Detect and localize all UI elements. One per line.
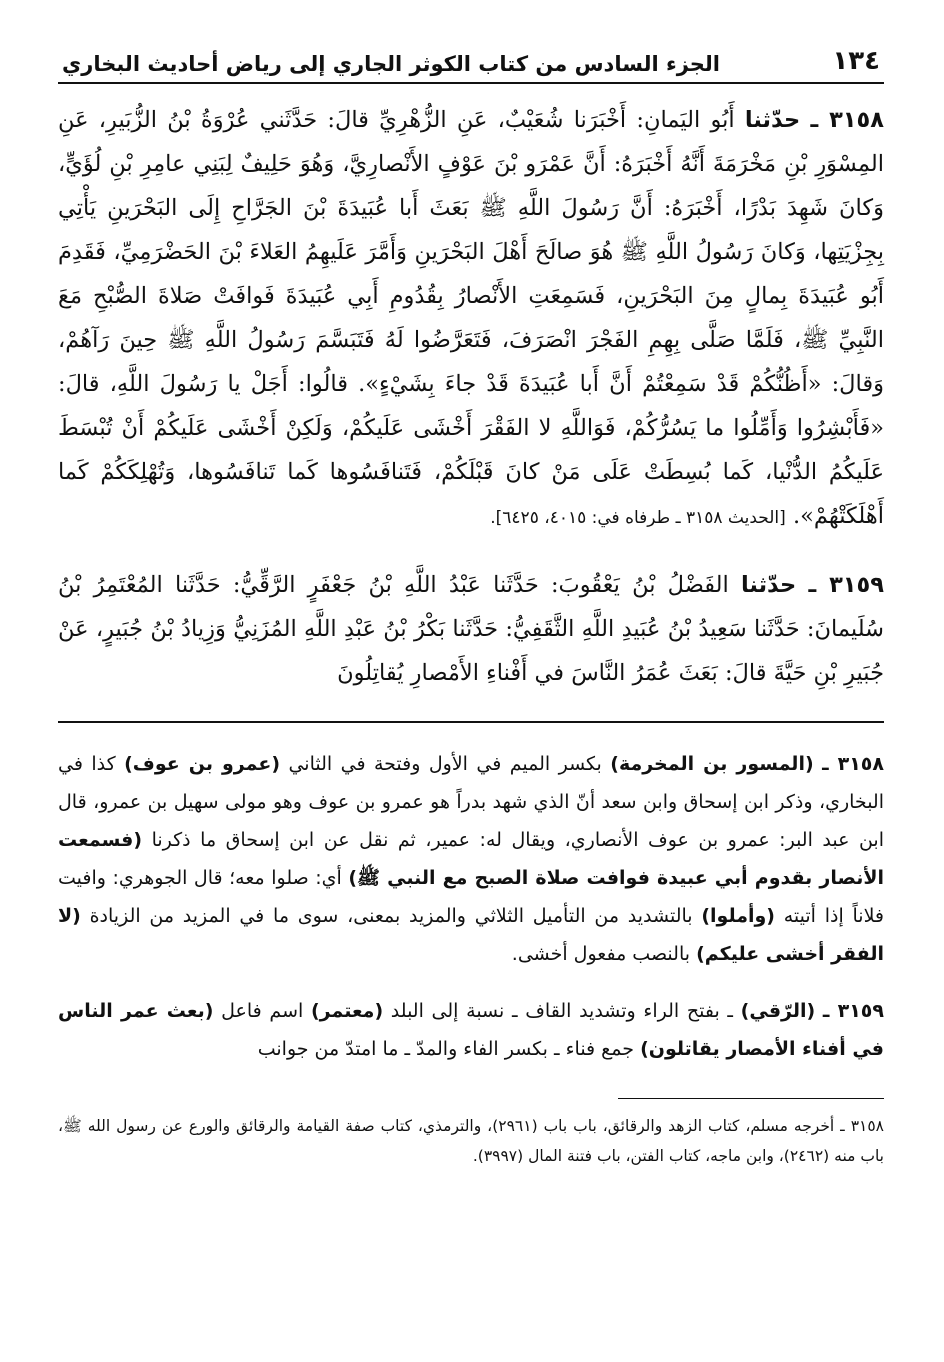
running-title: الجزء السادس من كتاب الكوثر الجاري إلى رياض أحاديث البخاري <box>62 52 720 76</box>
commentary-text: اسم فاعل <box>213 999 311 1022</box>
commentary-number: ٣١٥٨ ـ <box>822 752 884 775</box>
footnote-divider <box>618 1098 884 1099</box>
footnote: ٣١٥٨ ـ أخرجه مسلم، كتاب الزهد والرقائق، باب باب (٢٩٦١)، والترمذي، كتاب صفة القيامة والرقائق والورع عن رسول الله ﷺ، باب منه (٢٤٦٢)، وابن ماجه، كتاب الفتن، باب فتنة المال (٣٩٩٧). <box>58 1116 884 1165</box>
commentary-text: أي: صلوا معه؛ قال الجوهري: وافيت فلاناً إذا أتيته <box>58 866 884 927</box>
commentary-text: كذا في البخاري، وذكر ابن إسحاق وابن سعد أنّ الذي شهد بدراً هو عمرو بن عوف وهو مولى سهيل بن عمرو، قال ابن عبد البر: عمرو بن عوف الأنصاري، ويقال له: عمير، ثم نقل عن ابن إسحاق ما ذكرنا <box>58 752 884 851</box>
hadith-opening: حدّثنا <box>740 571 797 598</box>
hadith-text: أَبُو اليَمانِ: أَخْبَرَنا شُعَيْبٌ، عَنِ الزُّهْرِيِّ قالَ: حَدَّثَني عُرْوَةُ بْنُ الزُّبَيرِ، عَنِ المِسْوَرِ بْنِ مَخْرَمَةَ أَنَّهُ أَخْبَرَهُ: أَنَّ عَمْرَو بْنَ عَوْفٍ الأَنْصارِيَّ، وَهُوَ حَلِيفٌ لِبَنِي عامِرِ بْنِ لُؤَيٍّ، وَكانَ شَهِدَ بَدْرًا، أَخْبَرَهُ: أَنَّ رَسُولَ اللَّهِ ﷺ بَعَثَ أَبا عُبَيدَةَ بْنَ الجَرَّاحِ إِلَى البَحْرَينِ يَأْتِي بِجِزْيَتِها، وَكانَ رَسُولُ اللَّهِ ﷺ هُوَ صالَحَ أَهْلَ البَحْرَينِ وَأَمَّرَ عَلَيهِمُ العَلاءَ بْنَ الحَضْرَمِيِّ، فَقَدِمَ أَبُو عُبَيدَةَ بِمالٍ مِنَ البَحْرَينِ، فَسَمِعَتِ الأَنْصارُ بِقُدُومِ أَبِي عُبَيدَةَ فَوافَتْ صَلاةَ الصُّبْحِ مَعَ النَّبِيِّ ﷺ، فَلَمَّا صَلَّى بِهِمِ الفَجْرَ انْصَرَفَ، فَتَعَرَّضُوا لَهُ فَتَبَسَّمَ رَسُولُ اللَّهِ ﷺ حِينَ رَآهُمْ، وَقالَ: «أَظُنُّكُمْ قَدْ سَمِعْتُمْ أَنَّ أَبا عُبَيدَةَ قَدْ جاءَ بِشَيْءٍ». قالُوا: أَجَلْ يا رَسُولَ اللَّهِ، قالَ: «فَأَبْشِرُوا وَأَمِّلُوا ما يَسُرُّكُمْ، فَوَاللَّهِ لا الفَقْرَ أَخْشَى عَلَيكُمْ، وَلَكِنْ أَخْشَى عَلَيكُمْ أَنْ تُبْسَطَ عَلَيكُمُ الدُّنْيا، كَما بُسِطَتْ عَلَى مَنْ كانَ قَبْلَكُمْ، فَتَنافَسُوها كَما تَنافَسُوها، وَتُهْلِكَكُمْ كَما أَهْلَكَتْهُمْ». <box>58 107 884 529</box>
commentary-lemma: (وأملوا) <box>701 904 775 927</box>
commentary-text: بالنصب مفعول أخشى. <box>511 942 697 965</box>
hadith-opening: حدّثنا <box>744 107 801 133</box>
commentary-3158 <box>58 745 884 973</box>
commentary-3159 <box>58 992 884 1068</box>
hadith-number: ٣١٥٨ ـ <box>810 107 884 133</box>
commentary-lemma: (بعث عمر الناس في أفناء الأمصار يقاتلون) <box>58 999 884 1060</box>
hadith-3159 <box>58 563 884 695</box>
commentary-lemma: (الرّقي) <box>740 999 816 1022</box>
hadith-text: الفَضْلُ بْنُ يَعْقُوبَ: حَدَّثَنا عَبْدُ اللَّهِ بْنُ جَعْفَرٍ الرَّقِّيُّ: حَدَّثَنا المُعْتَمِرُ بْنُ سُلَيمانَ: حَدَّثَنا سَعِيدُ بْنُ عُبَيدِ اللَّهِ الثَّقَفِيُّ: حَدَّثَنا بَكْرُ بْنُ عَبْدِ اللَّهِ المُزَنِيُّ وَزِيادُ بْنُ جُبَيرٍ، عَنْ جُبَيرِ بْنِ حَيَّةَ قالَ: بَعَثَ عُمَرُ النَّاسَ في أَفْناءِ الأَمْصارِ يُقاتِلُونَ <box>58 571 884 686</box>
book-page <box>58 40 884 1362</box>
commentary-text: بالتشديد من التأميل الثلاثي والمزيد بمعنى، سوى ما في المزيد من الزيادة <box>80 904 702 927</box>
commentary-text: ـ بفتح الراء وتشديد القاف ـ نسبة إلى البلد <box>383 999 741 1022</box>
commentary-text: بكسر الميم في الأول وفتحة في الثاني <box>280 752 611 775</box>
commentary-number: ٣١٥٩ ـ <box>822 999 884 1022</box>
commentary-lemma: (عمرو بن عوف) <box>124 752 281 775</box>
section-divider <box>58 721 884 723</box>
page-number: ١٣٤ <box>832 46 880 76</box>
commentary-lemma: (لا الفقر أخشى عليكم) <box>58 904 884 965</box>
hadith-reference: [الحديث ٣١٥٨ ـ طرفاه في: ٤٠١٥، ٦٤٢٥]. <box>490 508 786 528</box>
hadith-3158 <box>58 98 884 540</box>
commentary-lemma: (فسمعت الأنصار بقدوم أبي عبيدة فوافت صلاة الصبح مع النبي ﷺ) <box>58 828 884 889</box>
commentary-lemma: (معتمر) <box>310 999 384 1022</box>
page-header <box>58 40 884 84</box>
commentary-lemma: (المسور بن المخرمة) <box>610 752 814 775</box>
hadith-number: ٣١٥٩ ـ <box>808 571 884 598</box>
commentary-text: جمع فناء ـ بكسر الفاء والمدّ ـ ما امتدّ من جوانب <box>257 1037 641 1060</box>
